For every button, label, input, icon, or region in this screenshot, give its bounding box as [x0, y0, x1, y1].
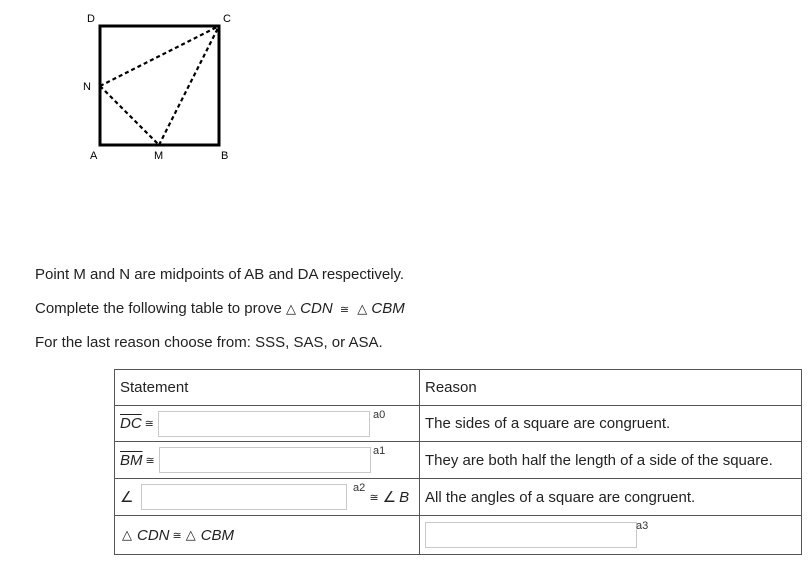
answer-a3-input[interactable] [425, 522, 637, 548]
triangle-cbm: CBM [371, 300, 405, 317]
reason-cell: They are both half the length of a side of the square. [420, 442, 802, 479]
label-c: C [223, 13, 231, 25]
label-b: B [221, 150, 229, 162]
blank-label-a3: a3 [636, 520, 649, 532]
prove-instruction [35, 300, 405, 317]
table-row [115, 516, 802, 555]
table-header-row [115, 370, 802, 406]
blank-label-a1: a1 [373, 445, 386, 457]
triangle-cbm: CBM [200, 526, 235, 544]
label-a: A [90, 150, 98, 162]
table-row [115, 406, 802, 442]
blank-label-a0: a0 [373, 409, 386, 421]
segment-dc: $\overline{DC}$ [120, 415, 142, 432]
congruent-icon: ≅ [144, 418, 154, 430]
statement-cell [115, 516, 420, 555]
segment-mc [159, 26, 219, 145]
reason-cell: The sides of a square are congruent. [420, 406, 802, 442]
triangle-cdn: CDN [137, 526, 170, 544]
triangle-icon: △ [357, 301, 368, 316]
statement-cell [115, 406, 420, 442]
problem-statement: Point M and N are midpoints of AB and DA respectively. [35, 266, 405, 283]
triangle-icon: △ [285, 301, 296, 316]
label-n: N [83, 81, 91, 93]
label-d: D [87, 13, 95, 25]
statement-cell [115, 479, 420, 516]
angle-b: B [399, 488, 410, 506]
answer-a0-input[interactable] [158, 411, 370, 437]
statement-header: Statement [115, 370, 420, 406]
prove-prefix: Complete the following table to prove [35, 300, 282, 317]
label-m: M [154, 150, 164, 162]
triangle-icon: △ [122, 527, 132, 542]
blank-label-a2: a2 [353, 482, 366, 494]
square-abcd [100, 26, 219, 145]
answer-a2-input[interactable] [141, 484, 347, 510]
segment-nm [100, 86, 159, 145]
congruent-icon: ≅ [172, 529, 182, 542]
reason-cell [420, 516, 802, 555]
answer-a1-input[interactable] [159, 447, 371, 473]
square-diagram [70, 0, 250, 170]
segment-bm: $\overline{BM}$ [120, 451, 143, 469]
last-reason-instruction: For the last reason choose from: SSS, SAS, or ASA. [35, 334, 383, 351]
reason-cell: All the angles of a square are congruent. [420, 479, 802, 516]
angle-icon: ∠ [120, 489, 134, 506]
congruent-icon: ≅ [145, 454, 155, 467]
segment-nc [100, 26, 219, 86]
table-row [115, 442, 802, 479]
reason-header: Reason [420, 370, 802, 406]
triangle-cdn: CDN [300, 300, 333, 317]
table-row [115, 479, 802, 516]
congruent-icon: ≅ [339, 304, 350, 316]
congruent-icon: ≅ [369, 491, 379, 504]
proof-table [114, 369, 802, 555]
statement-cell [115, 442, 420, 479]
triangle-icon: △ [185, 527, 196, 542]
angle-icon: ∠ [382, 489, 397, 506]
